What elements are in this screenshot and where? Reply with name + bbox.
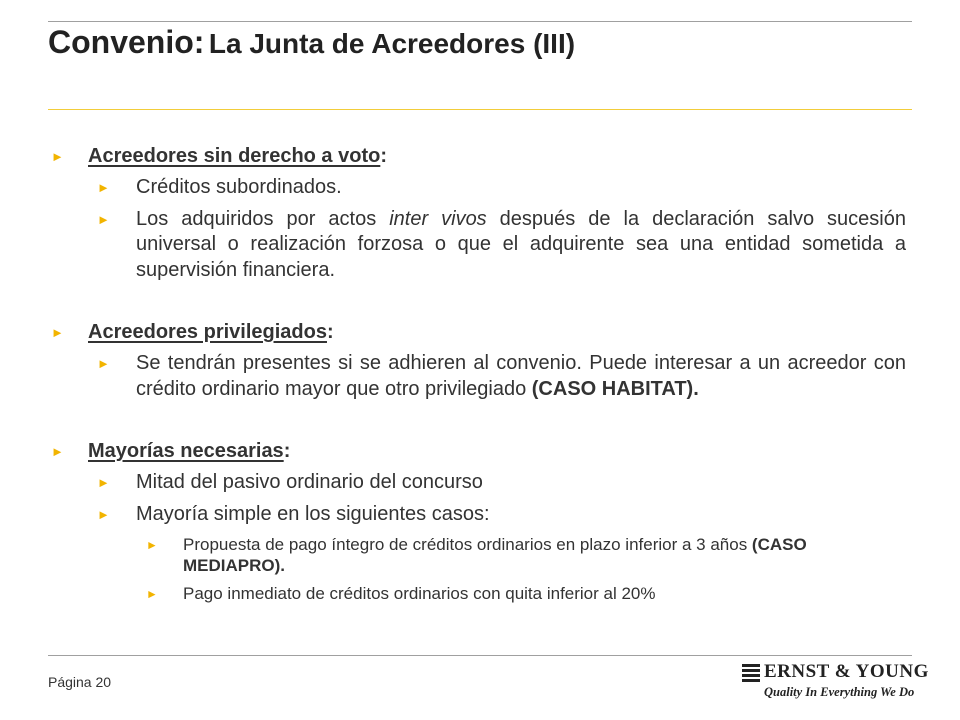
list-item: ► Se tendrán presentes si se adhieren al convenio. Puede interesar a un acreedor con crédito ordinario mayor que otro privilegiado (CASO HABITAT). [97,352,906,400]
sub-list-item: ► Pago inmediato de créditos ordinarios con quita inferior al 20% [146,584,656,603]
list-item: ► Mayoría simple en los siguientes casos: [97,502,490,525]
footer-divider [48,655,912,656]
bullet-arrow-icon: ► [146,587,158,601]
section-heading: Mayorías necesarias [88,440,284,462]
sub-list-item: ► Propuesta de pago íntegro de créditos ordinarios en plazo inferior a 3 años (CASO MEDIAPRO). [146,535,807,575]
page-number: Página 20 [48,674,112,690]
bullet-arrow-icon: ► [97,356,110,371]
company-logo [742,660,929,706]
section-heading: Acreedores privilegiados [88,321,327,343]
logo-name: ERNST & YOUNG [764,661,929,682]
bullet-arrow-icon: ► [97,475,110,490]
list-item: ► Créditos subordinados. [97,176,342,198]
section-heading: Acreedores sin derecho a voto [88,145,381,167]
top-divider [48,21,912,22]
title-underline-divider [48,109,912,110]
bullet-arrow-icon: ► [51,149,64,164]
list-item: ► Los adquiridos por actos inter vivos después de la declaración salvo sucesión universal o realización forzosa o que el adquirente sea una entidad sometida a supervisión financiera. [97,207,906,281]
bullet-arrow-icon: ► [146,538,158,552]
bullet-arrow-icon: ► [97,180,110,195]
title-subtitle: La Junta de Acreedores (III) [208,28,576,59]
bullet-arrow-icon: ► [51,444,64,459]
bullet-arrow-icon: ► [97,211,110,227]
list-item: ► Mitad del pasivo ordinario del concurso [97,471,483,493]
title-lead: Convenio: [48,24,205,60]
section-majorities: ► Mayorías necesarias: [51,440,291,462]
slide-body [48,143,912,604]
logo-tagline: Quality In Everything We Do [764,685,915,699]
section-no-vote: ► Acreedores sin derecho a voto: [51,145,387,167]
logo-mark-icon [742,664,760,682]
bullet-arrow-icon: ► [51,325,64,340]
section-privileged: ► Acreedores privilegiados: [51,321,334,343]
page-title [48,24,575,61]
bullet-arrow-icon: ► [97,506,110,522]
